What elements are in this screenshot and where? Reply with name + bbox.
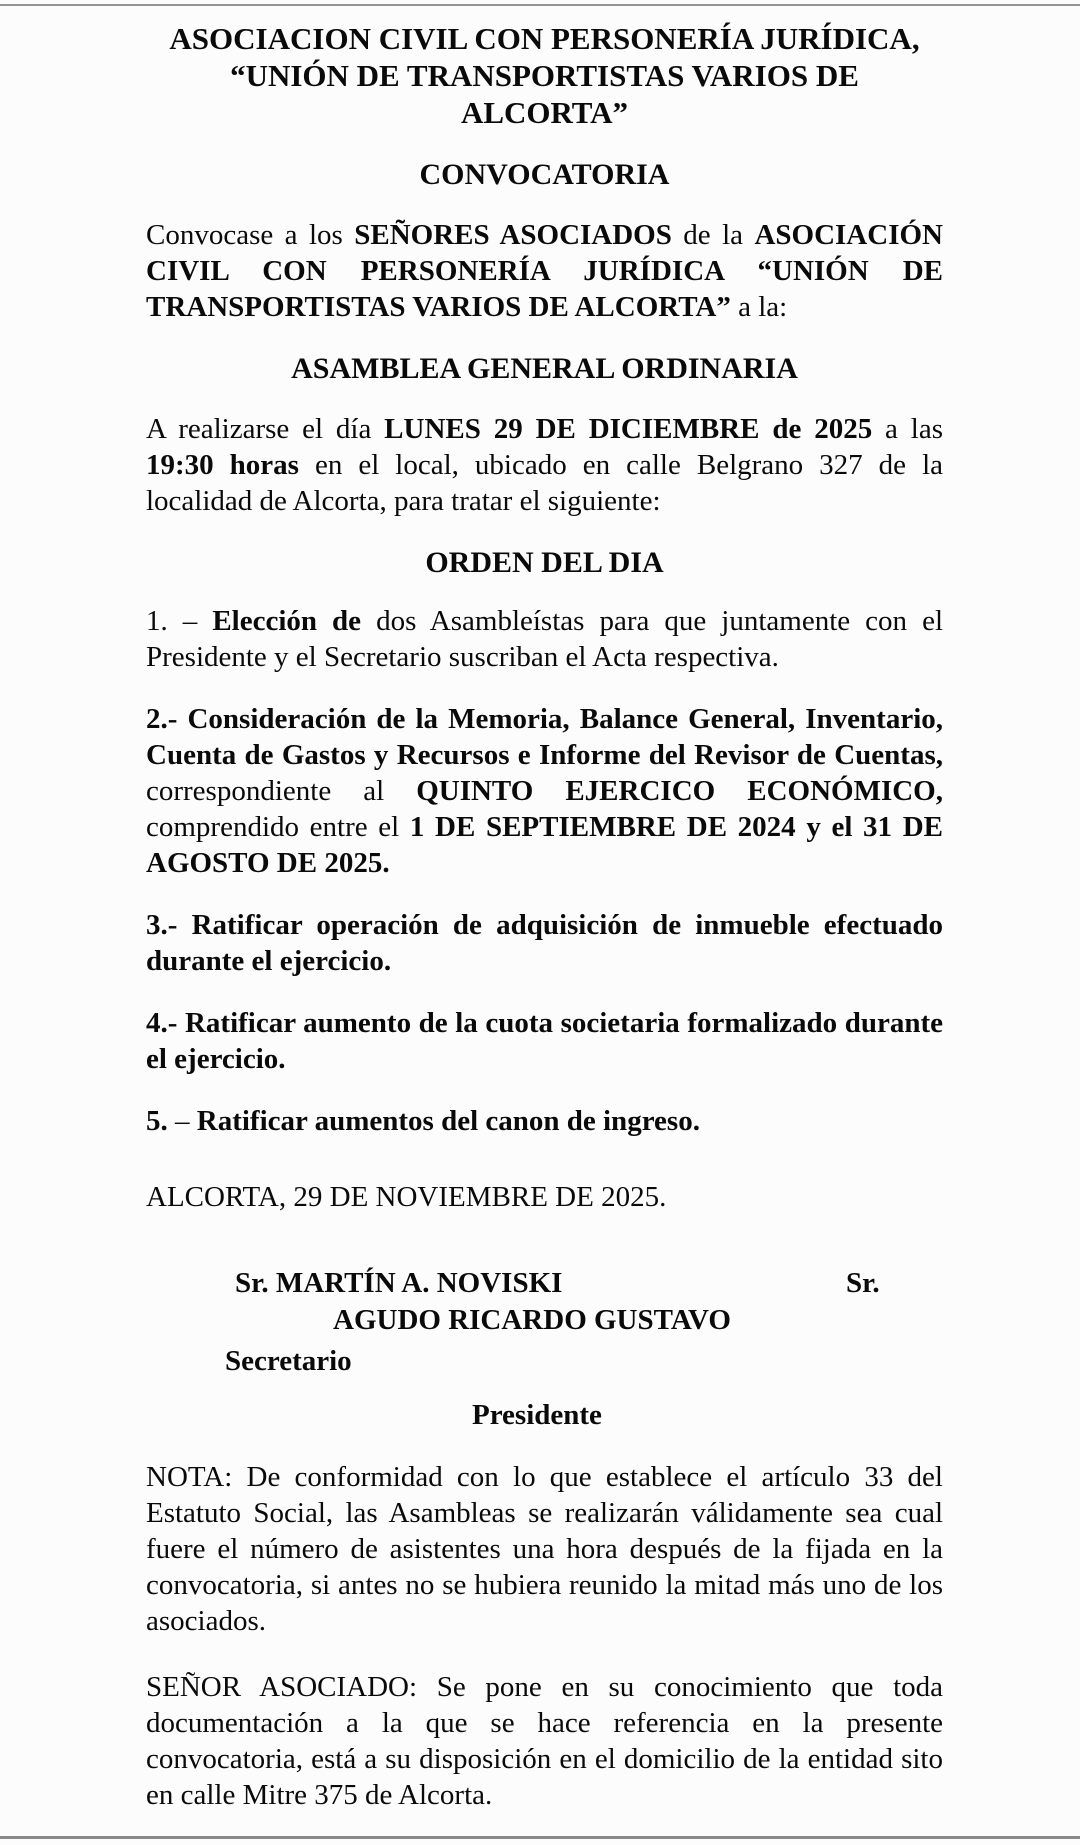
signature-name-secretary: Sr. MARTÍN A. NOVISKI	[235, 1267, 563, 1299]
agenda-run: –	[167, 1105, 197, 1137]
intro-run: de la	[671, 219, 755, 251]
agenda-item-4	[146, 1005, 943, 1077]
meeting-run-bold: LUNES 29 DE DICIEMBRE de 2025	[384, 413, 873, 445]
intro-run-bold: ASOCIACIÓN CIVIL CON PERSONERÍA JURÍDICA “UNIÓN DE TRANSPORTISTAS VARIOS DE ALCORTA”	[146, 219, 943, 323]
agenda-run-bold: 5.	[146, 1105, 168, 1137]
agenda-run: comprendido entre el	[146, 811, 410, 843]
page-top-rule	[0, 4, 1080, 6]
nota-paragraph: NOTA: De conformidad con lo que establece el artículo 33 del Estatuto Social, las Asambleas se realizarán válidamente sea cual fuere el número de asistentes una hora después de la fijada en la convocatoria, si antes no se hubiera reunido la mitad más uno de los asociados.	[146, 1461, 943, 1637]
intro-run-bold: SEÑORES ASOCIADOS	[354, 219, 672, 251]
document-title: ASOCIACION CIVIL CON PERSONERÍA JURÍDICA, “UNIÓN DE TRANSPORTISTAS VARIOS DE ALCORTA”	[169, 21, 920, 130]
signature-sr-prefix: Sr.	[846, 1267, 880, 1299]
agenda-run: correspondiente al	[146, 775, 417, 807]
agenda-run-bold: Ratificar aumentos del canon de ingreso.	[196, 1105, 700, 1137]
signature-name-president: AGUDO RICARDO GUSTAVO	[333, 1304, 731, 1336]
meeting-paragraph	[146, 411, 943, 519]
meeting-run: a las	[872, 413, 943, 445]
agenda-run-bold: 4.- Ratificar aumento de la cuota societaria formalizado durante el ejercicio.	[146, 1007, 943, 1075]
meeting-run-bold: 19:30 horas	[146, 449, 299, 481]
agenda-item-5	[146, 1103, 943, 1139]
agenda-run-bold: Elección de	[212, 605, 362, 637]
agenda-run-bold: QUINTO EJERCICO ECONÓMICO,	[416, 775, 943, 807]
signature-block	[146, 1265, 943, 1435]
agenda-run: dos Asambleístas para que juntamente con el Presidente y el Secretario suscriban el Acta respectiva.	[146, 605, 943, 673]
agenda-run-bold: 3.- Ratificar operación de adquisición de inmueble efectuado durante el ejercicio.	[146, 909, 943, 977]
intro-run: a la:	[730, 291, 788, 323]
agenda-item-2	[146, 701, 943, 881]
heading-orden-del-dia: ORDEN DEL DIA	[425, 546, 664, 579]
agenda-item-1	[146, 603, 943, 675]
intro-run: Convocase a los	[146, 219, 355, 251]
agenda-item-3	[146, 907, 943, 979]
date-line: ALCORTA, 29 DE NOVIEMBRE DE 2025.	[146, 1181, 667, 1213]
intro-paragraph	[146, 217, 943, 325]
agenda-run: 1. –	[146, 605, 213, 637]
agenda-run-bold: 1 DE SEPTIEMBRE DE 2024 y el 31 DE AGOSTO DE 2025.	[146, 811, 943, 879]
heading-asamblea: ASAMBLEA GENERAL ORDINARIA	[291, 352, 798, 385]
meeting-run: A realizarse el día	[146, 413, 385, 445]
senor-asociado-paragraph: SEÑOR ASOCIADO: Se pone en su conocimiento que toda documentación a la que se hace referencia en la presente convocatoria, está a su disposición en el domicilio de la entidad sito en calle Mitre 375 de Alcorta.	[146, 1671, 943, 1811]
agenda-run-bold: 2.- Consideración de la Memoria, Balance General, Inventario, Cuenta de Gastos y Recursos e Informe del Revisor de Cuentas,	[146, 703, 943, 771]
meeting-run: en el local, ubicado en calle Belgrano 327 de la localidad de Alcorta, para tratar el siguiente:	[146, 449, 943, 517]
signature-role-secretary: Secretario	[225, 1345, 352, 1377]
page-bottom-rule	[0, 1836, 1080, 1839]
signature-role-president: Presidente	[472, 1399, 602, 1431]
heading-convocatoria: CONVOCATORIA	[419, 158, 670, 191]
